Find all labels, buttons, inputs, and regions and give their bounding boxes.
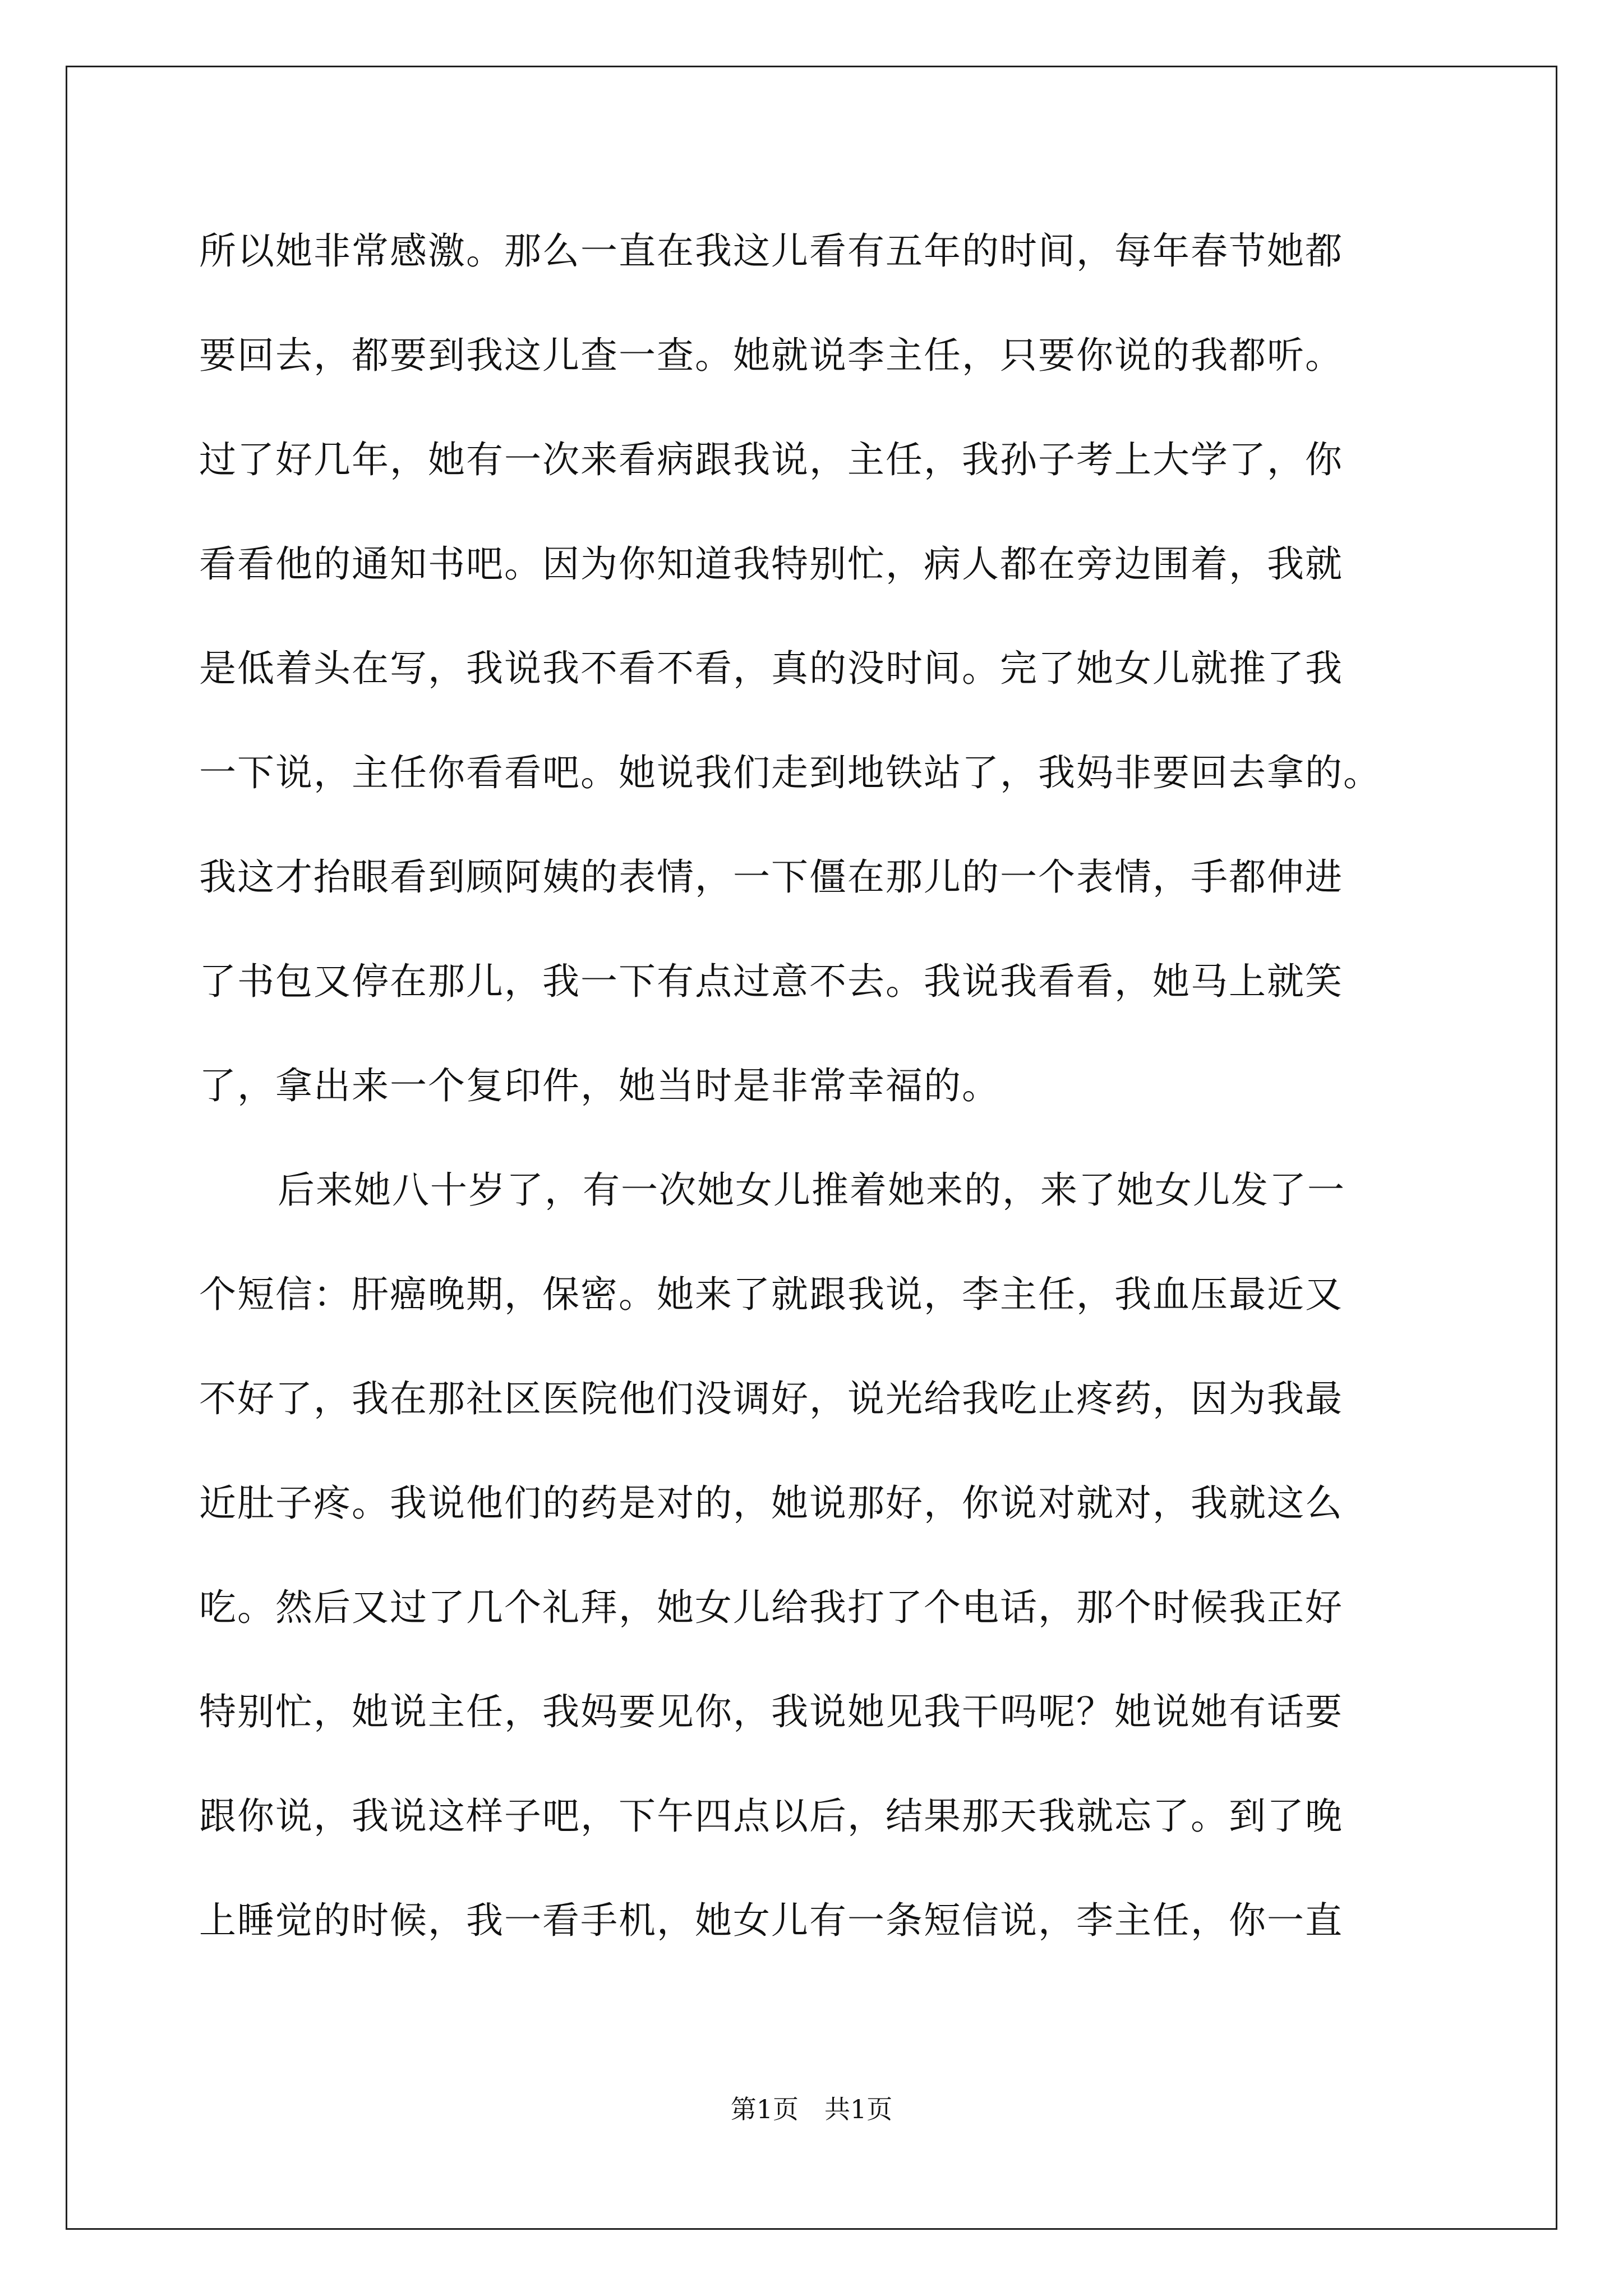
text-line: 是低着头在写，我说我不看不看，真的没时间。完了她女儿就推了我 — [199, 647, 1343, 690]
text-line: 看看他的通知书吧。因为你知道我特别忙，病人都在旁边围着，我就 — [199, 542, 1343, 586]
text-line: 个短信：肝癌晚期，保密。她来了就跟我说，李主任，我血压最近又 — [199, 1273, 1343, 1316]
text-line: 了书包又停在那儿，我一下有点过意不去。我说我看看，她马上就笑 — [199, 960, 1343, 1003]
text-line: 一下说，主任你看看吧。她说我们走到地铁站了，我妈非要回去拿的。 — [199, 751, 1381, 794]
text-line: 所以她非常感激。那么一直在我这儿看有五年的时间，每年春节她都 — [199, 229, 1343, 273]
paragraph-first-line: 后来她八十岁了，有一次她女儿推着她来的，来了她女儿发了一 — [278, 1168, 1345, 1212]
text-line: 特别忙，她说主任，我妈要见你，我说她见我干吗呢？她说她有话要 — [199, 1690, 1343, 1733]
text-line: 近肚子疼。我说他们的药是对的，她说那好，你说对就对，我就这么 — [199, 1481, 1343, 1525]
text-line: 不好了，我在那社区医院他们没调好，说光给我吃止疼药，因为我最 — [199, 1377, 1343, 1420]
text-line: 过了好几年，她有一次来看病跟我说，主任，我孙子考上大学了，你 — [199, 438, 1343, 481]
text-line: 跟你说，我说这样子吧，下午四点以后，结果那天我就忘了。到了晚 — [199, 1795, 1343, 1838]
text-line: 上睡觉的时候，我一看手机，她女儿有一条短信说，李主任，你一直 — [199, 1899, 1343, 1942]
text-line: 吃。然后又过了几个礼拜，她女儿给我打了个电话，那个时候我正好 — [199, 1586, 1343, 1629]
text-line: 我这才抬眼看到顾阿姨的表情，一下僵在那儿的一个表情，手都伸进 — [199, 855, 1343, 899]
text-line: 要回去，都要到我这儿查一查。她就说李主任，只要你说的我都听。 — [199, 334, 1343, 377]
page-footer: 第1页 共1页 — [730, 2094, 893, 2124]
text-line: 了，拿出来一个复印件，她当时是非常幸福的。 — [199, 1064, 1000, 1107]
